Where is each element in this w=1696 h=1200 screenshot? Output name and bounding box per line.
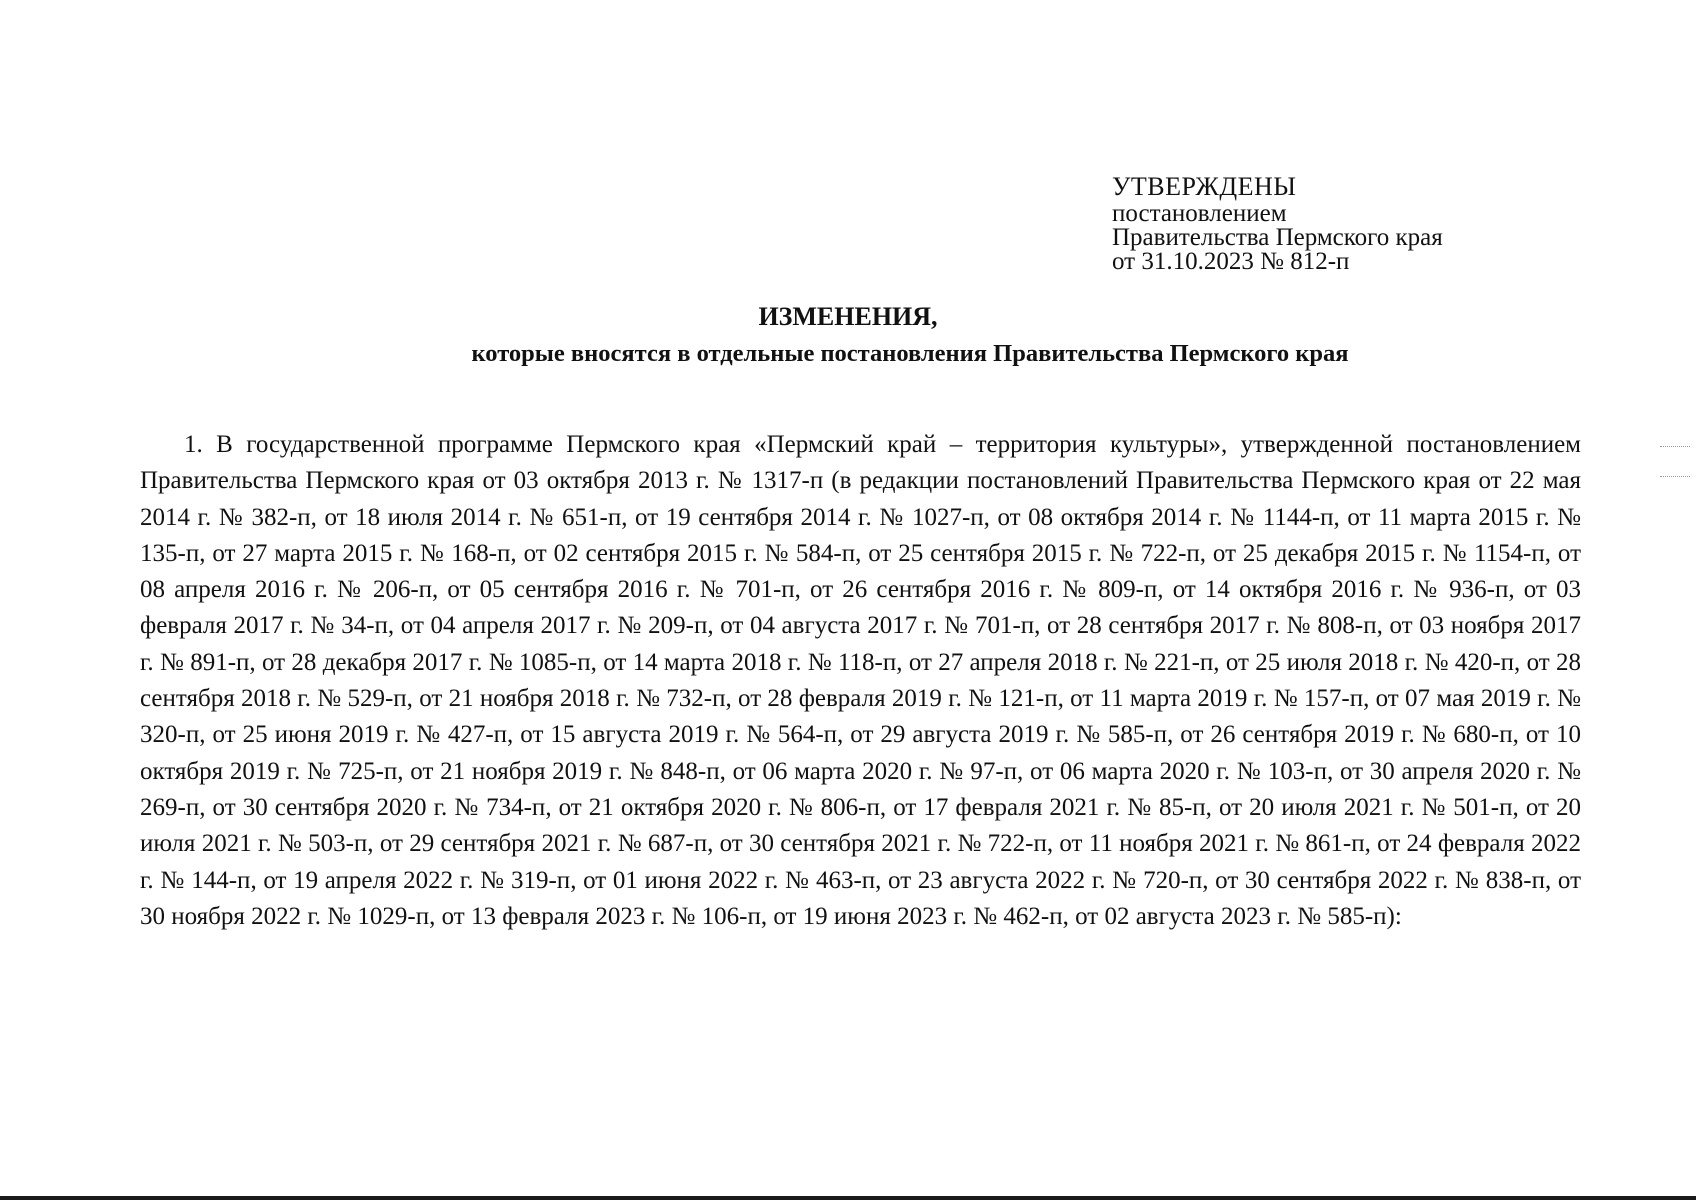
approval-line-resolution: постановлением <box>1112 200 1287 227</box>
scan-artifact-dots <box>1660 476 1690 479</box>
approval-line-date-number: от 31.10.2023 № 812-п <box>1112 248 1350 275</box>
approval-stamp-block <box>1112 172 1532 274</box>
approval-line-government: Правительства Пермского края <box>1112 224 1443 251</box>
paragraph-1: 1. В государственной программе Пермского края «Пермский край – территория культуры», утвержденной постановлением Правительства Пермского края от 03 октября 2013 г. № 1317-п (в редакции постановлений Правительства Пермского края от 22 мая 2014 г. № 382-п, от 18 июля 2014 г. № 651-п, от 19 сентября 2014 г. № 1027-п, от 08 октября 2014 г. № 1144-п, от 11 марта 2015 г. № 135-п, от 27 марта 2015 г. № 168-п, от 02 сентября 2015 г. № 584-п, от 25 сентября 2015 г. № 722-п, от 25 декабря 2015 г. № 1154-п, от 08 апреля 2016 г. № 206-п, от 05 сентября 2016 г. № 701-п, от 26 сентября 2016 г. № 809-п, от 14 октября 2016 г. № 936-п, от 03 февраля 2017 г. № 34-п, от 04 апреля 2017 г. № 209-п, от 04 августа 2017 г. № 701-п, от 28 сентября 2017 г. № 808-п, от 03 ноября 2017 г. № 891-п, от 28 декабря 2017 г. № 1085-п, от 14 марта 2018 г. № 118-п, от 27 апреля 2018 г. № 221-п, от 25 июля 2018 г. № 420-п, от 28 сентября 2018 г. № 529-п, от 21 ноября 2018 г. № 732-п, от 28 февраля 2019 г. № 121-п, от 11 марта 2019 г. № 157-п, от 07 мая 2019 г. № 320-п, от 25 июня 2019 г. № 427-п, от 15 августа 2019 г. № 564-п, от 29 августа 2019 г. № 585-п, от 26 сентября 2019 г. № 680-п, от 10 октября 2019 г. № 725-п, от 21 ноября 2019 г. № 848-п, от 06 марта 2020 г. № 97-п, от 06 марта 2020 г. № 103-п, от 30 апреля 2020 г. № 269-п, от 30 сентября 2020 г. № 734-п, от 21 октября 2020 г. № 806-п, от 17 февраля 2021 г. № 85-п, от 20 июля 2021 г. № 501-п, от 20 июля 2021 г. № 503-п, от 29 сентября 2021 г. № 687-п, от 30 сентября 2021 г. № 722-п, от 11 ноября 2021 г. № 861-п, от 24 февраля 2022 г. № 144-п, от 19 апреля 2022 г. № 319-п, от 01 июня 2022 г. № 463-п, от 23 августа 2022 г. № 720-п, от 30 сентября 2022 г. № 838-п, от 30 ноября 2022 г. № 1029-п, от 13 февраля 2023 г. № 106-п, от 19 июня 2023 г. № 462-п, от 02 августа 2023 г. № 585-п): <box>140 431 1581 930</box>
approval-heading: УТВЕРЖДЕНЫ <box>1112 172 1297 201</box>
scan-artifact-dots <box>1660 446 1690 449</box>
document-subtitle: которые вносятся в отдельные постановления Правительства Пермского края <box>471 340 1349 367</box>
document-title: ИЗМЕНЕНИЯ, <box>758 302 938 331</box>
scan-bottom-edge <box>0 1196 1696 1200</box>
